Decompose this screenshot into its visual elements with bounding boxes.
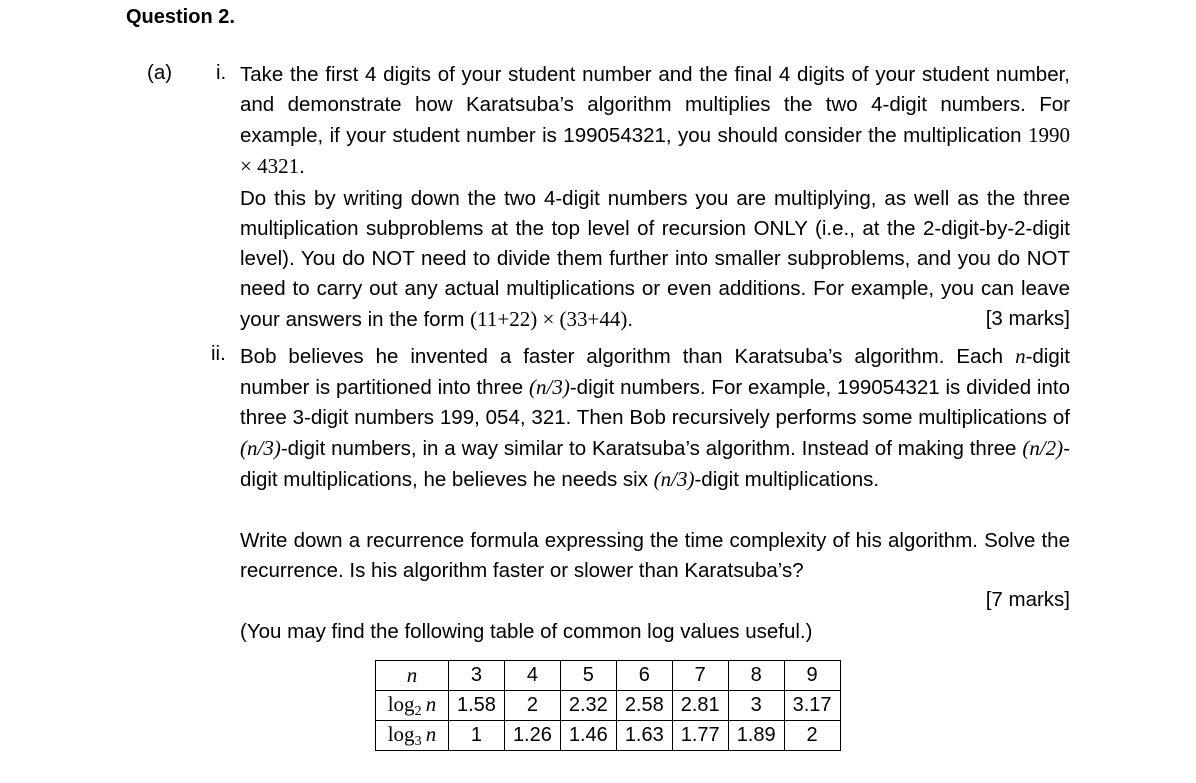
table-cell: 2.32 <box>560 691 616 721</box>
table-cell: 2.58 <box>616 691 672 721</box>
log-values-table <box>375 660 841 751</box>
item-ii-text-6: -digit multiplications. <box>694 468 880 491</box>
item-i-number: i. <box>216 61 227 84</box>
item-ii-text-3: -digit numbers. For example, 199054321 is divided into three 3-digit numbers 199, 054, 321. Then Bob recursively performs some multiplications of <box>240 376 1070 429</box>
row-label-log3: $\log_3 n$ <box>376 721 449 751</box>
question-title: Question 2. <box>126 6 235 28</box>
item-i-paragraph-2 <box>240 184 1070 335</box>
item-ii-n-over-3-b: (n/3) <box>240 436 281 460</box>
table-cell: 1.63 <box>616 721 672 751</box>
table-cell: 4 <box>504 661 560 691</box>
table-cell: 1.58 <box>449 691 505 721</box>
log-table-note: (You may find the following table of common log values useful.) <box>240 620 813 643</box>
table-cell: 2.81 <box>672 691 728 721</box>
table-row-log2 <box>376 691 841 721</box>
table-cell: 3 <box>449 661 505 691</box>
item-i-period-2: . <box>627 308 634 331</box>
item-ii-paragraph-1 <box>240 341 1070 495</box>
item-ii-n: n <box>1015 344 1026 368</box>
row-label-log2: $\log_2 n$ <box>376 691 449 721</box>
item-ii-marks: [7 marks] <box>985 588 1070 611</box>
table-cell: 6 <box>616 661 672 691</box>
item-ii-text-2: -digit number is partitioned into three <box>240 345 1070 399</box>
item-ii-text-5: -digit multiplications, he believes he needs six <box>240 437 1071 491</box>
item-i-example-form: (11+22) × (33+44) <box>470 307 628 331</box>
table-cell: 1.46 <box>560 721 616 751</box>
row-label-n: n <box>376 661 449 691</box>
item-i-marks: [3 marks] <box>985 307 1070 330</box>
table-row-log3 <box>376 721 841 751</box>
table-cell: 2 <box>504 691 560 721</box>
table-cell: 1.26 <box>504 721 560 751</box>
item-i-paragraph-1 <box>240 60 1070 182</box>
table-cell: 3.17 <box>784 691 840 721</box>
item-ii-paragraph-2: Write down a recurrence formula expressing the time complexity of his algorithm. Solve the recurrence. Is his algorithm faster or slower than Karatsuba’s? <box>240 529 1070 582</box>
item-ii-n-over-3-a: (n/3) <box>529 375 570 399</box>
part-label: (a) <box>147 61 173 84</box>
item-ii-number: ii. <box>211 342 226 365</box>
item-ii-n-over-2: (n/2) <box>1022 436 1064 460</box>
table-cell: 1 <box>449 721 505 751</box>
table-row-n <box>376 661 841 691</box>
table-cell: 9 <box>784 661 840 691</box>
item-ii-text-1: Bob believes he invented a faster algorithm than Karatsuba’s algorithm. Each <box>240 345 1004 368</box>
item-ii-n-over-3-c: (n/3) <box>653 467 695 491</box>
table-cell: 1.77 <box>672 721 728 751</box>
table-cell: 5 <box>560 661 616 691</box>
table-cell: 3 <box>728 691 784 721</box>
table-cell: 8 <box>728 661 784 691</box>
item-ii-text-4: -digit numbers, in a way similar to Karatsuba’s algorithm. Instead of making three <box>280 437 1017 460</box>
table-cell: 2 <box>784 721 840 751</box>
item-i-example-multiplication: 1990 × 4321 <box>240 123 1071 178</box>
table-cell: 7 <box>672 661 728 691</box>
item-i-text-2: Do this by writing down the two 4-digit numbers you are multiplying, as well as the three multiplication subproblems at the top level of recursion ONLY (i.e., at the 2-digit-by-2-digit level). You do NOT need to divide them further into smaller subproblems, and you do NOT need to carry out any actual multiplications or even additions. For example, you can leave your answers in the form <box>240 187 1070 331</box>
table-cell: 1.89 <box>728 721 784 751</box>
item-i-period-1: . <box>299 155 305 178</box>
item-i-text-1: Take the first 4 digits of your student number and the final 4 digits of your student number, and demonstrate how Karatsuba’s algorithm multiplies the two 4-digit numbers. For example, if your student number is 199054321, you should consider the multiplication <box>240 63 1070 147</box>
